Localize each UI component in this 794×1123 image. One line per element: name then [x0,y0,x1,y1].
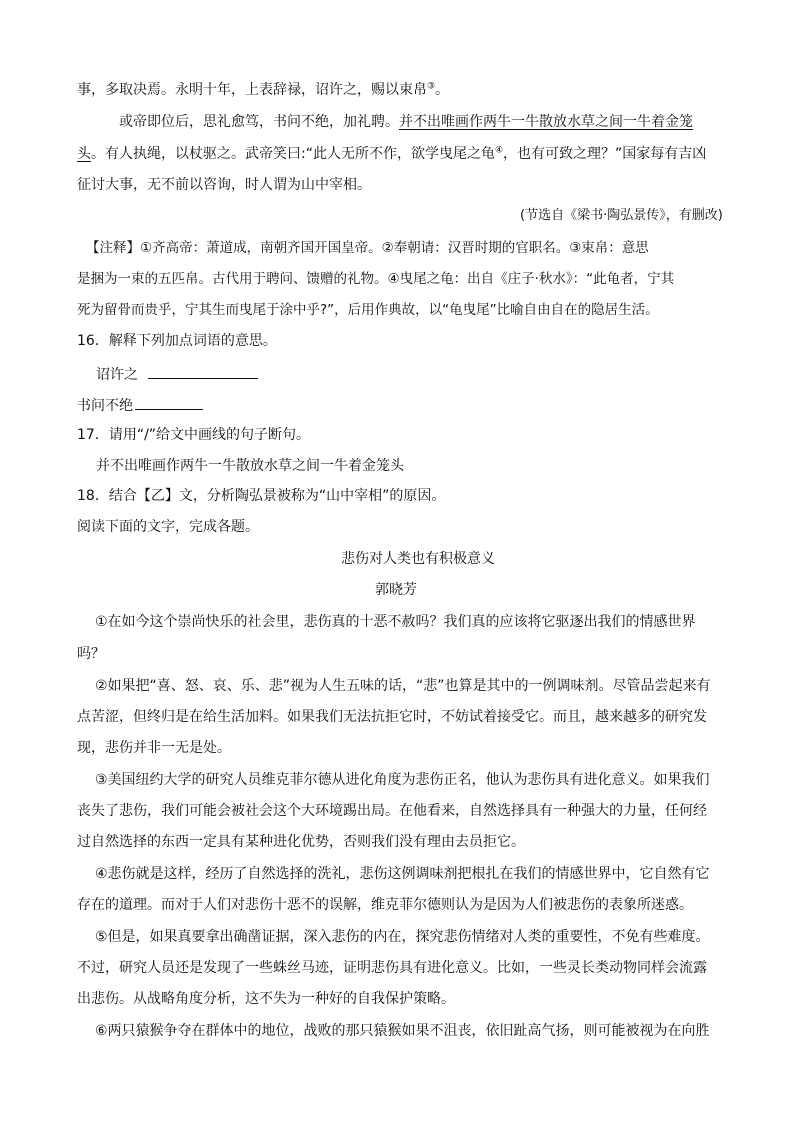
paragraph-line [95,612,696,632]
source-text: (节选自《梁书·陶弘景传》，有删改) [520,208,723,223]
passage-line [77,144,706,164]
notes-text: 【注释】①齐高帝：萧道成，南朝齐国开国皇帝。②奉朝请：汉晋时期的官职名。③束帛：意思 [86,240,649,256]
paragraph-line [95,927,710,947]
paragraph-text: ①在如今这个崇尚快乐的社会里，悲伤真的十恶不赦吗？我们真的应该将它驱逐出我们的情感世界 [95,614,696,630]
paragraph-text: 吗？ [77,646,105,662]
footnote-marker: ③ [427,81,436,92]
paragraph-text: ④悲伤就是这样，经历了自然选择的洗礼，悲伤这例调味剂把根扎在我们的情感世界中，它自然有它 [95,866,710,882]
question-16-item-b [77,395,203,416]
passage-line [77,175,371,195]
passage-text: 事，多取决焉。永明十年，上表辞禄，诏许之，赐以束帛 [77,82,427,98]
question-item-text: 并不出唯画作两牛一牛散放水草之间一牛着金笼头 [96,458,404,474]
notes-text: 是捆为一束的五匹帛。古代用于聘问、馈赠的礼物。④曳尾之龟：出自《庄子·秋水》：“此龟者，宁其 [77,271,675,287]
passage-text: 征讨大事，无不前以咨询，时人谓为山中宰相。 [77,177,371,193]
passage-line [77,80,449,100]
passage-text: 。有人执绳，以杖驱之。武帝笑曰:“此人无所不作，欲学曳尾之龟 [91,146,495,162]
paragraph-line [77,707,707,727]
notes-text: 死为留骨而贵乎，宁其生而曳尾于涂中乎?”，后用作典故，以“龟曳尾”比喻自由自在的隐居生活。 [77,302,659,318]
paragraph-text: ②如果把“喜、怒、哀、乐、悲”视为人生五味的话，“悲”也算是其中的一例调味剂。尽管品尝起来有 [95,678,711,694]
underlined-sentence: 并不出唯画作两牛一牛散放水草之间一牛着金笼 [399,114,693,130]
paragraph-line [77,832,525,852]
article-author [375,580,417,600]
question-17-sentence [96,456,404,476]
notes-line [86,238,649,258]
paragraph-line [95,1021,710,1041]
question-text: 18．结合【乙】文，分析陶弘景被称为“山中宰相”的原因。 [77,488,446,504]
question-item-text: 书问不绝 [77,398,133,414]
paragraph-line [77,989,455,1009]
question-16 [77,331,277,351]
passage-source [520,206,723,226]
question-16-item-a [96,364,258,385]
question-17 [77,425,310,445]
paragraph-line [95,676,711,696]
passage-text: 。 [435,82,450,98]
author-text: 郭晓芳 [375,582,417,598]
answer-blank[interactable] [148,364,258,379]
notes-line [77,300,659,320]
paragraph-text: 不过，研究人员还是发现了一些蛛丝马迹，证明悲伤具有进化意义。比如，一些灵长类动物同样会流露 [77,960,707,976]
paragraph-text: 点苦涩，但终归是在给生活加料。如果我们无法抗拒它时，不妨试着接受它。而且，越来越多的研究发 [77,709,707,725]
paragraph-text: ⑥两只猿猴争夺在群体中的地位，战败的那只猿猴如果不沮丧，依旧趾高气扬，则可能被视为在向胜 [95,1023,710,1039]
paragraph-text: ③美国纽约大学的研究人员维克菲尔德从进化角度为悲伤正名，他认为悲伤具有进化意义。如果我们 [95,772,710,788]
paragraph-text: 存在的道理。而对于人们对悲伤十恶不的误解，维克菲尔德则认为是因为人们被悲伤的表象所迷惑。 [77,897,693,913]
question-item-text: 诏许之 [96,367,138,383]
title-text: 悲伤对人类也有积极意义 [341,551,495,567]
passage-line [119,112,693,132]
paragraph-line [95,864,710,884]
footnote-marker: ④ [494,145,504,156]
paragraph-text: 过自然选择的东西一定具有某种进化优势，否则我们没有理由去员拒它。 [77,834,525,850]
question-18 [77,486,445,506]
notes-line [77,269,674,289]
paragraph-line [77,895,693,915]
reading-instruction [77,517,259,537]
paragraph-text: ⑤但是，如果真要拿出确凿证据，深入悲伤的内在，探究悲伤情绪对人类的重要性，不免有些难度。 [95,929,710,945]
passage-text: ，也有可致之理？”国家每有吉凶 [503,146,707,162]
question-text: 17．请用“/”给文中画线的句子断句。 [77,427,311,443]
answer-blank[interactable] [135,395,203,410]
paragraph-line [77,801,707,821]
paragraph-text: 现，悲伤并非一无是处。 [77,740,231,756]
passage-text: 或帝即位后，思礼愈笃，书问不绝，加礼聘。 [119,114,399,130]
paragraph-line [77,738,231,758]
paragraph-line [95,770,710,790]
paragraph-line [77,644,105,664]
underlined-sentence: 头 [77,146,91,162]
paragraph-line [77,958,707,978]
instruction-text: 阅读下面的文字，完成各题。 [77,519,259,535]
question-text: 16．解释下列加点词语的意思。 [77,333,277,349]
article-title [341,549,495,569]
paragraph-text: 丧失了悲伤，我们可能会被社会这个大环境踢出局。在他看来，自然选择具有一种强大的力量，任何经 [77,803,707,819]
paragraph-text: 出悲伤。从战略角度分析，这不失为一种好的自我保护策略。 [77,991,455,1007]
